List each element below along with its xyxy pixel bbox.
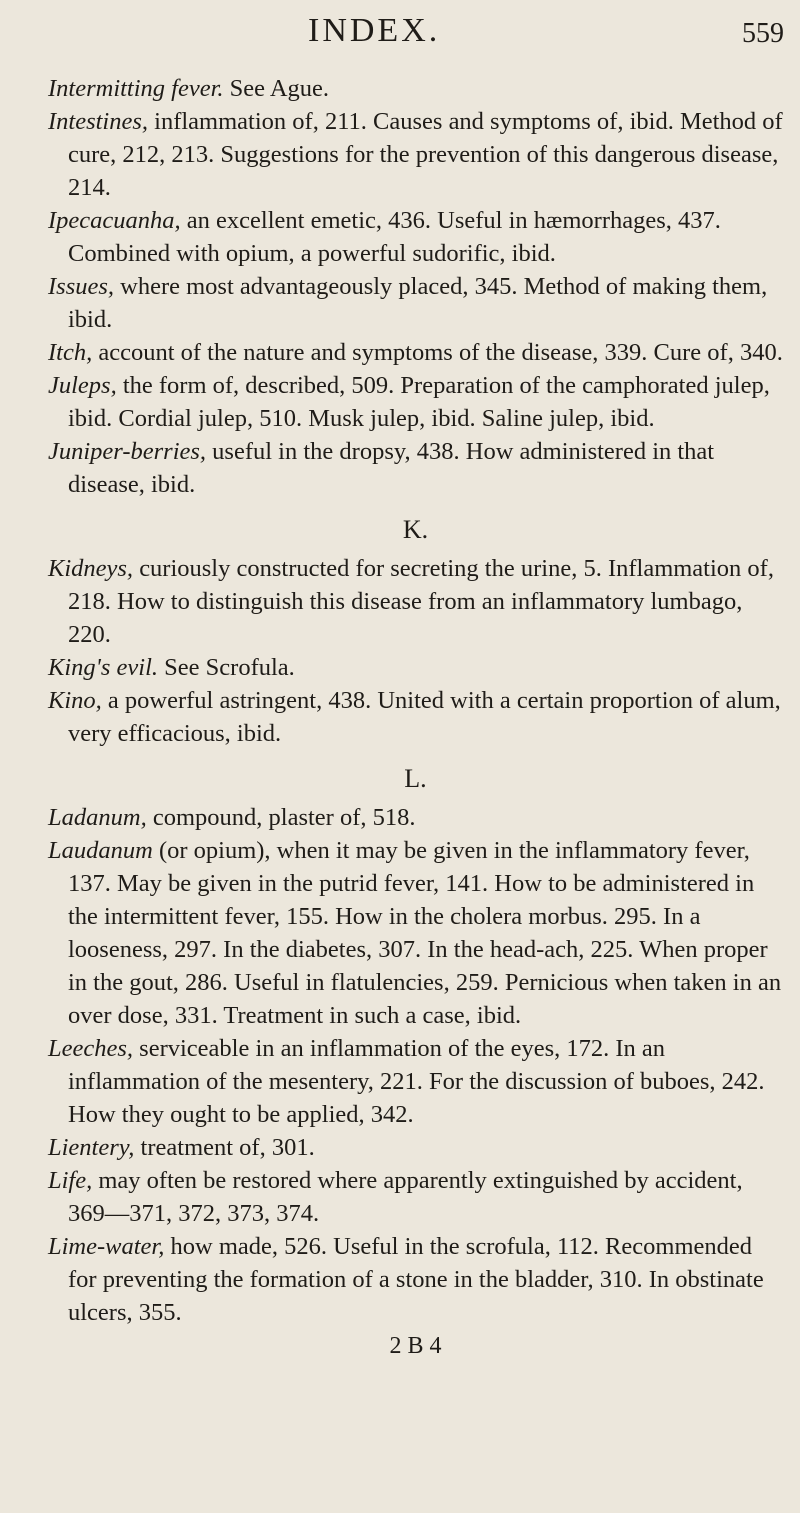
entry-text: account of the nature and symptoms of the disease, 339. Cure of, 340. xyxy=(98,339,783,366)
section-letter: L. xyxy=(404,764,427,793)
entry-term: Juniper-berries, xyxy=(48,438,207,465)
entry-text: inflammation of, 211. Causes and symptoms of, ibid. Method of cure, 212, 213. Suggestions for the prevention of this dangerous disease, 214. xyxy=(68,108,783,201)
index-entry xyxy=(48,369,783,435)
entry-term: Kidneys, xyxy=(48,555,134,582)
entry-text: serviceable in an inflammation of the eyes, 172. In an inflammation of the mesentery, 221. For the discussion of buboes, 242. How they ought to be applied, 342. xyxy=(68,1035,765,1128)
entry-text: compound, plaster of, 518. xyxy=(152,804,416,831)
index-entry xyxy=(48,801,783,834)
entry-term: Lientery, xyxy=(48,1134,135,1161)
index-entry xyxy=(48,1164,783,1230)
entry-term: Juleps, xyxy=(48,372,117,399)
index-entry xyxy=(48,105,783,204)
entry-text: where most advantageously placed, 345. Method of making them, ibid. xyxy=(68,273,768,333)
page-title: INDEX. xyxy=(308,12,441,49)
entry-term: Leeches, xyxy=(48,1035,134,1062)
entry-term: Intestines, xyxy=(48,108,149,135)
entry-text: curiously constructed for secreting the urine, 5. Inflammation of, 218. How to distinguish this disease from an inflammatory lumbago, 220. xyxy=(68,555,774,648)
section-letter: K. xyxy=(402,515,429,544)
entry-term: Lime-water, xyxy=(48,1233,165,1260)
index-content xyxy=(48,72,783,1361)
index-entry xyxy=(48,684,783,750)
entry-text: See Ague. xyxy=(229,75,330,102)
index-entry xyxy=(48,552,783,651)
entry-term: Ipecacuanha, xyxy=(48,207,181,234)
entry-text: useful in the dropsy, 438. How administered in that disease, ibid. xyxy=(68,438,715,498)
index-section-ij xyxy=(48,72,783,501)
page-header xyxy=(0,12,800,52)
entry-text: (or opium), when it may be given in the inflammatory fever, 137. May be given in the putrid fever, 141. How to be administered in the intermittent fever, 155. How in the cholera morbus. 295. In a looseness, 297. In the diabetes, 307. In the head-ach, 225. When proper in the gout, 286. Useful in flatulencies, 259. Pernicious when taken in an over dose, 331. Treatment in such a case, ibid. xyxy=(68,837,782,1029)
entry-term: Ladanum, xyxy=(48,804,147,831)
entry-text: a powerful astringent, 438. United with a certain proportion of alum, very efficacious, ibid. xyxy=(68,687,781,747)
index-entry xyxy=(48,1032,783,1131)
entry-text: an excellent emetic, 436. Useful in hæmorrhages, 437. Combined with opium, a powerful sudorific, ibid. xyxy=(68,207,721,267)
index-entry xyxy=(48,336,783,369)
entry-text: how made, 526. Useful in the scrofula, 112. Recommended for preventing the formation of a stone in the bladder, 310. In obstinate ulcers, 355. xyxy=(68,1233,764,1326)
signature-mark: 2 B 4 xyxy=(389,1333,442,1359)
entry-text: treatment of, 301. xyxy=(140,1134,315,1161)
entry-term: Laudanum xyxy=(48,837,153,864)
index-entry xyxy=(48,1230,783,1329)
index-entry xyxy=(48,834,783,1032)
index-entry xyxy=(48,270,783,336)
entry-term: King's evil. xyxy=(48,654,159,681)
index-entry xyxy=(48,651,783,684)
page-number: 559 xyxy=(742,18,784,49)
entry-text: See Scrofula. xyxy=(164,654,295,681)
index-section-k xyxy=(48,513,783,750)
entry-term: Kino, xyxy=(48,687,102,714)
entry-term: Intermitting fever. xyxy=(48,75,224,102)
index-entry xyxy=(48,72,783,105)
entry-text: may often be restored where apparently extinguished by accident, 369—371, 372, 373, 374. xyxy=(68,1167,743,1227)
index-entry xyxy=(48,1131,783,1164)
entry-term: Issues, xyxy=(48,273,115,300)
entry-term: Itch, xyxy=(48,339,93,366)
entry-text: the form of, described, 509. Preparation of the camphorated julep, ibid. Cordial julep, 510. Musk julep, ibid. Saline julep, ibid. xyxy=(68,372,770,432)
index-entry xyxy=(48,204,783,270)
index-section-l xyxy=(48,762,783,1329)
index-entry xyxy=(48,435,783,501)
entry-term: Life, xyxy=(48,1167,93,1194)
